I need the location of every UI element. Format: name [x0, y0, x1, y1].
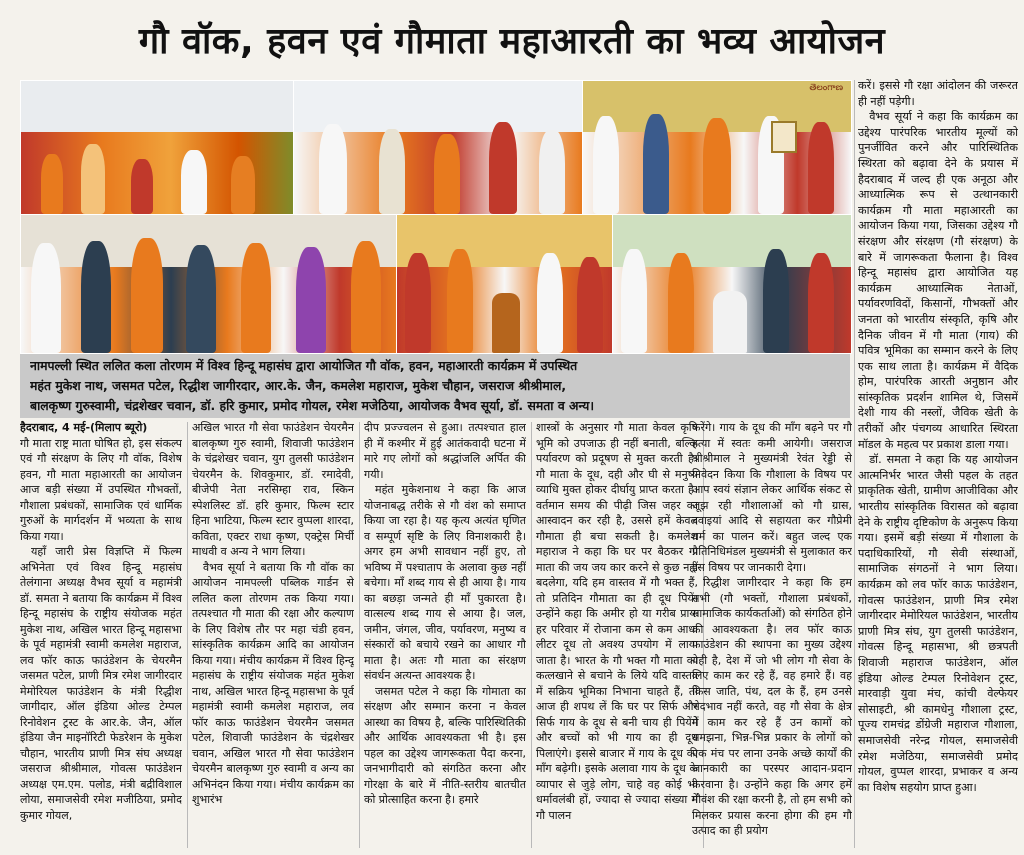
caption-line: महंत मुकेश नाथ, जसमत पटेल, रिद्धीश जागीरदार, आर.के. जैन, कमलेश महाराज, मुकेश चौहान, जसराज श्रीश्रीमाल,: [30, 378, 567, 393]
column-divider: [854, 80, 855, 848]
paragraph: शास्त्रों के अनुसार गौ माता केवल कृषि भूमि को उपजाऊ ही नहीं बनाती, बल्कि पर्यावरण को प्रदूषण से मुक्त करती है। गौ माता के दूध, दही और घी से मनुष्य व्याधि मुक्त होकर दीर्घायु प्राप्त करता है। वर्तमान समय की पीढ़ी जिस जहर का आस्वादन कर रही है, उससे हमें केवल गौमाता ही बचा सकती है। कमलेश महाराज ने कहा कि घर पर बैठकर गौ माता की जय जय कार करने से कुछ नहीं बदलेगा, यदि हम वास्तव में गौ भक्त हैं, तो प्रतिदिन गौमाता का ही दूध पियें। उन्होंने कहा कि अमीर हो या गरीब प्रायः हर परिवार में रोजाना कम से कम आधा लीटर दूध तो अवश्य उपयोग में लाया जाता है। भारत के गौ भक्त गौ माता को कत्लखाने से बचाने के लिये यदि वास्तव में सक्रिय भूमिका निभाना चाहते हैं, तो आज ही शपथ लें कि घर पर सिर्फ और सिर्फ गाय के दूध से बनी चाय ही पियेंगे और बच्चों को भी गाय का ही दूध पिलाएंगे। इससे बाजार में गाय के दूध की माँग बढ़ेगी। इसके अलावा गाय के दूध के व्यापार से जुड़े लोग, चाहे वह कोई भी धर्मावलंबी हों, ज्यादा से ज्यादा संख्या में गौ पालन: [536, 421, 698, 822]
photo-collage: [20, 80, 850, 352]
photo-cow-with-saints: [396, 214, 613, 354]
paragraph: जसमत पटेल ने कहा कि गोमाता का संरक्षण और सम्मान करना न केवल आस्था का विषय है, बल्कि पारिस्थितिकी और आर्थिक आवश्यकता भी है। इस पहल का उद्देश्य जागरूकता पैदा करना, जनभागीदारी को संगठित करना और गोरक्षा के बारे में नीति-स्तरीय बातचीत को प्रोत्साहित करना है। हमारे: [364, 684, 526, 806]
article-column-5: [692, 420, 852, 850]
photo-guests-group: [20, 214, 397, 354]
paragraph: रिद्धीश जागीरदार ने कहा कि हम सभी (गौ भक्तों, गौशाला प्रबंधकों, सामाजिक कार्यकर्ताओं) को संगठित होने की आवश्यकता है। लव फॉर काऊ फाउंडेशन की स्थापना का मुख्य उद्देश्य यही है, देश में जो भी लोग गौ सेवा के लिए काम कर रहे हैं, वह हमारे हैं। वह किस जाति, पंथ, दल के हैं, हम उनसे भेदभाव नहीं करते, वह गौ सेवा के क्षेत्र में काम कर रहे हैं उन कामों को समझना, भिन्न-भिन्न प्रकार के लोगों को एक मंच पर लाना उनके अच्छे कार्यों की जानकारी का परस्पर आदान-प्रदान करवाना है। उन्होंने कहा कि अगर हमें गौवंश की रक्षा करनी है, तो हम सभी को मिलकर प्रयास करना होगा की हम गौ उत्पाद का ही प्रयोग: [692, 576, 852, 837]
paragraph: अखिल भारत गौ सेवा फाउंडेशन चेयरमैन बालकृष्ण गुरु स्वामी, शिवाजी फाउंडेशन के चंद्रशेखर चवान, युग तुलसी फाउंडेशन चेयरमैन के. शिवकुमार, डॉ. रमादेवी, बीजेपी नेता नरसिम्हा राव, स्किन स्पेशलिस्ट डॉ. हरि कुमार, फिल्म स्टार हिना भाटिया, फिल्म स्टार वुप्पला शारदा, कविता, एक्टर राधा कृष्ण, एक्ट्रेस मिर्ची माधवी व अन्य ने भाग लिया।: [192, 421, 354, 558]
article-column-1: [20, 420, 182, 850]
photo-havan-gathering: [20, 80, 294, 215]
portrait-frame: [771, 121, 797, 153]
paragraph: करें। इससे गौ रक्षा आंदोलन की जरूरत ही नहीं पड़ेगी।: [858, 79, 1018, 108]
paragraph: महंत मुकेशनाथ ने कहा कि आज योजनाबद्ध तरीके से गौ वंश को समाप्त किया जा रहा है। यह कृत्य अत्यंत घृणित व सम्पूर्ण सृष्टि के लिए विनाशकारी है। अगर हम अभी सावधान नहीं हुए, तो भविष्य में पश्चाताप के अलावा कुछ नहीं बचेगा। माँ शब्द गाय से ही आया है। गाय का बछड़ा जन्मते ही माँ पुकारता है। वात्सल्य शब्द गाय से आया है। जल, जमीन, जंगल, जीव, पर्यावरण, मनुष्य व संस्कारों को बचाये रखने का आधार गौ माता है। अतः गौ माता का संरक्षण संवर्धन अत्यन्त आवश्यक है।: [364, 483, 526, 682]
photo-caption: [20, 354, 850, 418]
article-column-4: [536, 420, 698, 850]
caption-line: नामपल्ली स्थित ललित कला तोरणम में विश्व हिन्दू महासंघ द्वारा आयोजित गौ वॉक, हवन, महाआरती कार्यक्रम में उपस्थित: [30, 358, 578, 373]
page-headline: गौ वॉक, हवन एवं गौमाता महाआरती का भव्य आयोजन: [138, 20, 886, 62]
photo-portrait-presentation: [582, 80, 852, 215]
column-divider: [531, 422, 532, 848]
paragraph: यहाँ जारी प्रेस विज्ञप्ति में फिल्म अभिनेता एवं विश्व हिन्दू महासंघ तेलंगाना अध्यक्ष वैभव सूर्या व महामंत्री डॉ. समता ने बताया कि कार्यक्रम में विश्व हिन्दू महासंघ के राष्ट्रीय संयोजक महंत मुकेश नाथ, अखिल भारत हिन्दू महासभा के पूर्व महामंत्री स्वामी कमलेश महाराज, लव फॉर काऊ फाउंडेशन के चेयरमैन जसमत पटेल, प्राणी मित्र रमेश जागीरदार मेमोरियल फाउंडेशन के मंत्री रिद्धीश जागीदार, ऑल इंडिया ओल्ड टेम्पल रिनोवेशन ट्रस्ट के आर.के. जैन, ऑल इंडिया जैन माइनॉरिटी फेडरेशन के मुकेश चौहान, भारतीय प्राणी मित्र संघ अध्यक्ष जसराज श्रीश्रीमाल, गोवत्स फाउंडेशन अध्यक्ष एम.एम. पलोड, मंत्री बद्रीविशाल लोया, समाजसेवी रमेश मजीठिया, प्रमोद कुमार गोयल,: [20, 545, 182, 822]
article-column-3: [364, 420, 526, 850]
paragraph: डॉ. समता ने कहा कि यह आयोजन आत्मनिर्भर भारत जैसी पहल के तहत प्राकृतिक खेती, ग्रामीण आजीविका और भारतीय सांस्कृतिक विरासत को बढ़ावा देने के राष्ट्रीय दृष्टिकोण के अनुरूप किया गया। इसमें बड़ी संख्या में गौशाला के पदाधिकारियों, गौ सेवी संस्थाओं, सामाजिक संगठनों ने भाग लिया। कार्यक्रम को लव फॉर काऊ फाउंडेशन, गोवत्स फाउंडेशन, प्राणी मित्र रमेश जागीरदार मेमोरियल फाउंडेशन, भारतीय प्राणी मित्र संघ, युग तुलसी फाउंडेशन, गोवत्स हिन्दू महासभा, श्री छत्रपती शिवाजी महाराज फाउंडेशन, ऑल इंडिया ओल्ड टेम्पल रिनोवेशन ट्रस्ट, मारवाड़ी युवा मंच, कांची वेल्फेयर सोसाइटी, श्री कामधेनु गौशाला ट्रस्ट, पूज्य रामचंद्र डोंग्रेजी महाराज गौशाला, समाजसेवी नरेन्द्र गोयल, समाजसेवी रमेश मजेठिया, समाजसेवी प्रमोद गोयल, वुप्पल शारदा, प्रभाकर व अन्य का विशेष सहयोग प्राप्त हुआ।: [858, 453, 1018, 794]
article-column-2: [192, 420, 354, 850]
paragraph: गौ माता राष्ट्र माता घोषित हो, इस संकल्प एवं गौ संरक्षण के लिए गौ वॉक, विशेष हवन, गौ माता महाआरती का आयोजन आज बड़ी संख्या में उपस्थित गौभक्तों, गौशाला प्रबंधकों, सामाजिक एवं धार्मिक गुरुओं के मार्गदर्शन में भव्यता के साथ किया गया।: [20, 436, 182, 543]
paragraph: दीप प्रज्ज्वलन से हुआ। तत्पश्चात हाल ही में कश्मीर में हुई आतंकवादी घटना में मारे गए लोगों को श्रद्धांजलि अर्पित की गयी।: [364, 421, 526, 481]
caption-line: बालकृष्ण गुरुस्वामी, चंद्रशेखर चवान, डॉ. हरि कुमार, प्रमोद गोयल, रमेश मजेठिया, आयोजक वैभव सूर्या, डॉ. समता व अन्य।: [30, 398, 595, 413]
dateline: हैदराबाद, 4 मई-(मिलाप ब्यूरो): [20, 421, 148, 434]
column-divider: [359, 422, 360, 848]
photo-cow-garlanded: [612, 214, 852, 354]
photo-aarti-ceremony: [293, 80, 583, 215]
paragraph: करेंगे। गाय के दूध की माँग बढ़ने पर गौ हत्या में स्वतः कमी आयेगी। जसराज श्रीश्रीमाल ने मुख्यमंत्री रेवंत रेड्डी से निवेदन किया कि गौशाला के विषय पर आप स्वयं संज्ञान लेकर आर्थिक संकट से जूझ रही गौशालाओं को गौ ग्रास, दवाइयां आदि से सहायता कर गौप्रेमी धर्म का पालन करें। बहुत जल्द एक प्रतिनिधिमंडल मुख्यमंत्री से मुलाकात कर इस विषय पर जानकारी देगा।: [692, 421, 852, 574]
column-divider: [187, 422, 188, 848]
article-column-6: [858, 78, 1018, 850]
paragraph: वैभव सूर्या ने बताया कि गौ वॉक का आयोजन नामपल्ली पब्लिक गार्डन से ललित कला तोरणम तक किया गया। तत्पश्चात गौ माता की रक्षा और कल्याण के लिए विशेष तौर पर महा चंडी हवन, सांस्कृतिक कार्यक्रम आदि का आयोजन किया गया। मंचीय कार्यक्रम में विश्व हिन्दू महासंघ के राष्ट्रीय संयोजक महंत मुकेश नाथ, अखिल भारत हिन्दू महासभा के पूर्व महामंत्री स्वामी कमलेश महाराज, लव फॉर काऊ फाउंडेशन चेयरमैन जसमत पटेल, शिवाजी फाउंडेशन के चंद्रशेखर चवान, अखिल भारत गौ सेवा फाउंडेशन चेयरमैन बालकृष्ण गुरु स्वामी व अन्य का अभिनंदन किया गया। मंचीय कार्यक्रम का शुभारंभ: [192, 560, 354, 806]
paragraph: वैभव सूर्या ने कहा कि कार्यक्रम का उद्देश्य पारंपरिक भारतीय मूल्यों को पुनर्जीवित करने और पारिस्थितिक स्थिरता को बढ़ावा देने के प्रयास में हैदराबाद में जल्द ही एक अनूठा और आध्यात्मिक रूप से उत्थानकारी कार्यक्रम गौ माता महाआरती का आयोजन किया गया, जिसका उद्देश्य गौ संरक्षण और संरक्षण (गौ संरक्षण) के बारे में जागरूकता फैलाना है। विश्व हिन्दू महासंघ द्वारा आयोजित यह कार्यक्रम आध्यात्मिक नेताओं, पर्यावरणविदों, किसानों, गौभक्तों और जनता को भारतीय संस्कृति, कृषि और दैनिक जीवन में गौ माता (गाय) की पवित्र भूमिका का सम्मान करने के लिए एक साथ लाता है। कार्यक्रम में वैदिक होम, पारंपरिक आरती अनुष्ठान और सांस्कृतिक प्रदर्शन शामिल थे, जिसमें देशी गाय की नस्लों, जैविक खेती के तरीकों और पंचगव्य आधारित स्थिरता मॉडल के महत्व पर प्रकाश डाला गया।: [858, 110, 1018, 451]
banner-text: తెలంగాణ: [809, 83, 843, 93]
